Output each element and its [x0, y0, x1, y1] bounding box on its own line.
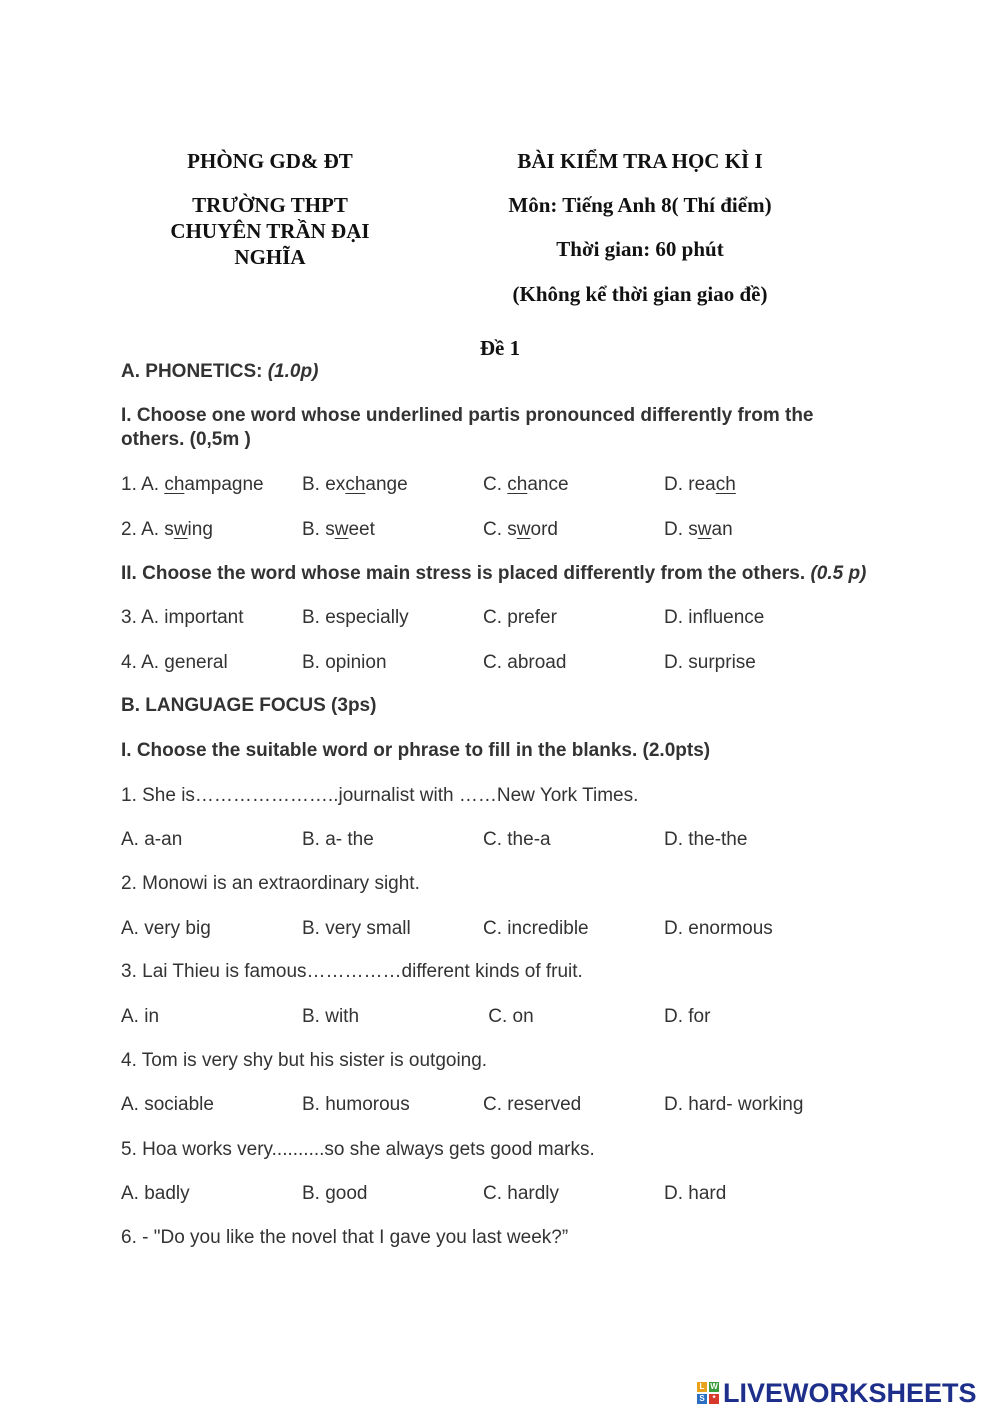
answer-option[interactable]: 3. A. important — [121, 607, 244, 628]
school-name-line-1: TRƯỜNG THPT — [192, 193, 348, 217]
answer-option[interactable]: C. incredible — [483, 918, 589, 939]
answer-option[interactable]: 4. A. general — [121, 652, 228, 673]
part-b1-instruction: I. Choose the suitable word or phrase to fill in the blanks. (2.0pts) — [121, 740, 711, 761]
answer-option[interactable]: C. sword — [483, 519, 558, 540]
school-name-line-2: CHUYÊN TRẦN ĐẠI — [170, 219, 370, 243]
exam-code: Đề 1 — [479, 336, 521, 360]
question-stem: 6. - "Do you like the novel that I gave you last week?” — [121, 1227, 569, 1248]
answer-option[interactable]: C. abroad — [483, 652, 567, 673]
answer-option[interactable]: B. especially — [302, 607, 409, 628]
exam-title: BÀI KIỂM TRA HỌC KÌ I — [517, 149, 763, 173]
answer-option[interactable]: D. hard- working — [664, 1094, 804, 1115]
liveworksheets-watermark — [697, 1378, 977, 1408]
answer-option[interactable]: A. in — [121, 1006, 160, 1027]
exam-note: (Không kể thời gian giao đề) — [512, 282, 768, 306]
answer-option[interactable]: B. sweet — [302, 519, 375, 540]
answer-option[interactable]: D. influence — [664, 607, 765, 628]
answer-option[interactable]: C. on — [483, 1006, 534, 1027]
answer-option[interactable]: C. hardly — [483, 1183, 560, 1204]
part-a2-instruction: II. Choose the word whose main stress is placed differently from the others. (0.5 p) — [121, 563, 867, 584]
answer-option[interactable]: B. humorous — [302, 1094, 410, 1115]
part-a1-instruction-line-2: others. (0,5m ) — [121, 429, 251, 450]
answer-option[interactable]: D. surprise — [664, 652, 756, 673]
answer-option[interactable]: A. sociable — [121, 1094, 214, 1115]
exam-time: Thời gian: 60 phút — [556, 237, 724, 261]
part-a1-instruction-line-1: I. Choose one word whose underlined partis pronounced differently from the — [121, 405, 814, 426]
answer-option[interactable]: D. enormous — [664, 918, 773, 939]
answer-option[interactable]: D. hard — [664, 1183, 727, 1204]
question-stem: 5. Hoa works very..........so she always gets good marks. — [121, 1139, 595, 1160]
answer-option[interactable]: 2. A. swing — [121, 519, 213, 540]
answer-option[interactable]: B. exchange — [302, 474, 408, 495]
department-name: PHÒNG GD& ĐT — [187, 149, 353, 173]
answer-option[interactable]: C. prefer — [483, 607, 557, 628]
answer-option[interactable]: B. with — [302, 1006, 360, 1027]
answer-option[interactable]: A. very big — [121, 918, 211, 939]
liveworksheets-wordmark: LIVEWORKSHEETS — [723, 1377, 977, 1408]
section-a-title: A. PHONETICS: (1.0p) — [121, 361, 319, 382]
exam-subject: Môn: Tiếng Anh 8( Thí điểm) — [508, 193, 772, 217]
school-name — [150, 192, 390, 270]
answer-option[interactable]: C. the-a — [483, 829, 551, 850]
answer-option[interactable]: C. chance — [483, 474, 569, 495]
section-a-points: (1.0p) — [267, 361, 319, 382]
answer-option[interactable]: B. opinion — [302, 652, 387, 673]
answer-option[interactable]: B. a- the — [302, 829, 374, 850]
answer-option[interactable]: B. good — [302, 1183, 368, 1204]
answer-option[interactable]: B. very small — [302, 918, 411, 939]
answer-option[interactable]: 1. A. champagne — [121, 474, 264, 495]
answer-option[interactable]: D. for — [664, 1006, 711, 1027]
question-stem: 1. She is…………………..journalist with ……New York Times. — [121, 785, 639, 806]
answer-option[interactable]: C. reserved — [483, 1094, 582, 1115]
answer-option[interactable]: D. swan — [664, 519, 733, 540]
answer-option[interactable]: A. badly — [121, 1183, 190, 1204]
answer-option[interactable]: D. reach — [664, 474, 736, 495]
question-stem: 4. Tom is very shy but his sister is outgoing. — [121, 1050, 488, 1071]
question-stem: 2. Monowi is an extraordinary sight. — [121, 873, 420, 894]
liveworksheets-logo-icon: L W S * — [697, 1382, 719, 1404]
answer-option[interactable]: D. the-the — [664, 829, 748, 850]
question-stem: 3. Lai Thieu is famous……………different kinds of fruit. — [121, 961, 583, 982]
school-name-line-3: NGHĨA — [234, 245, 306, 269]
part-a2-points: (0.5 p) — [810, 563, 867, 584]
answer-option[interactable]: A. a-an — [121, 829, 183, 850]
section-b-title: B. LANGUAGE FOCUS (3ps) — [121, 695, 377, 716]
